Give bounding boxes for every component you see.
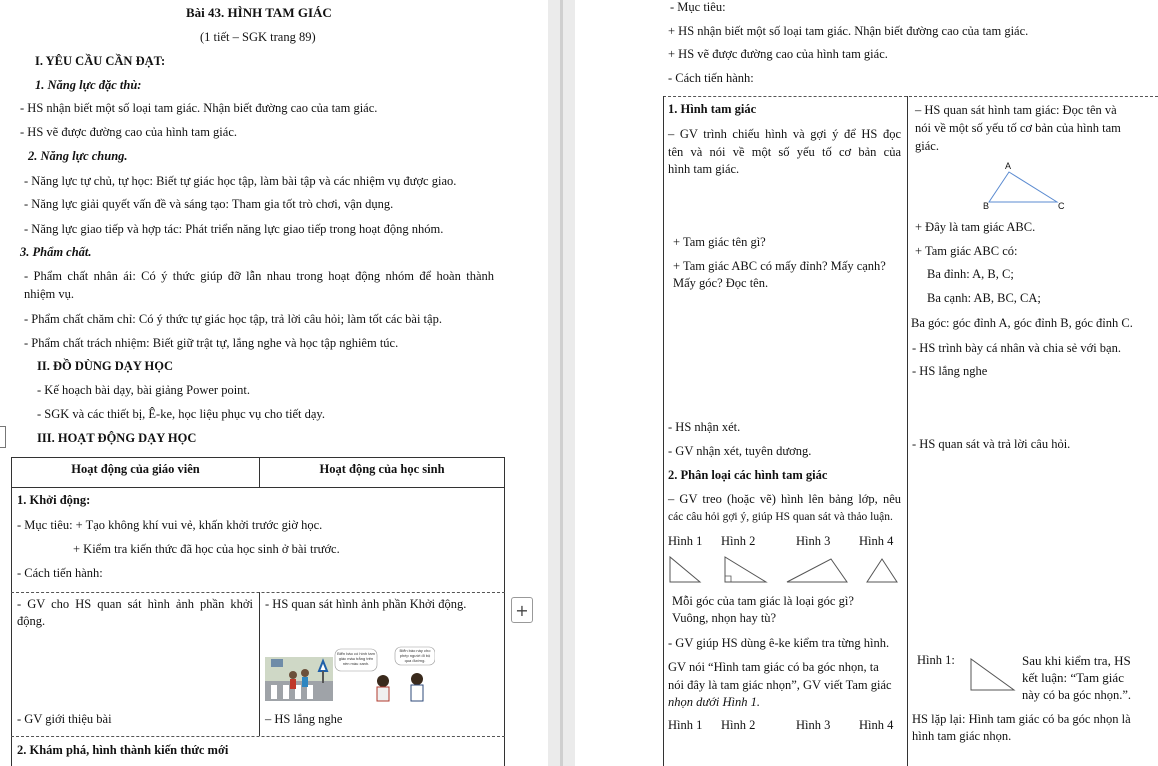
teacher-text: nhọn dưới Hình 1.: [668, 695, 760, 709]
teacher-text: GV nói “Hình tam giác có ba góc nhọn, ta: [668, 660, 879, 674]
obtuse-triangle: [787, 559, 847, 582]
text-line: - Cách tiến hành:: [668, 71, 754, 85]
margin-bracket: [0, 426, 6, 448]
text-line: - SGK và các thiết bị, Ê-ke, học liệu phục vụ cho tiết dạy.: [37, 407, 325, 421]
figure-label: Hình 4: [859, 718, 894, 732]
table-line: [11, 736, 505, 737]
student-text: - HS trình bày cá nhân và chia sẻ với bạn.: [912, 341, 1121, 355]
table-line: [259, 592, 260, 736]
student-text: Ba đỉnh: A, B, C;: [927, 267, 1014, 281]
figure-label: Hình 4: [859, 534, 894, 548]
teacher-text: các câu hỏi gợi ý, giúp HS quan sát và thảo luận.: [668, 511, 893, 523]
table-line: [907, 96, 908, 766]
table-line: [11, 487, 505, 488]
student-text: hình tam giác nhọn.: [912, 729, 1012, 743]
subheading-1: 1. Năng lực đặc thù:: [35, 78, 142, 92]
vertex-label-a: A: [1005, 161, 1012, 171]
lesson-title: Bài 43. HÌNH TAM GIÁC: [186, 5, 332, 20]
teacher-text: - HS nhận xét.: [668, 420, 741, 434]
teacher-text: hình tam giác.: [668, 162, 740, 176]
teacher-text: - GV giúp HS dùng ê-ke kiểm tra từng hình.: [668, 636, 890, 650]
table-line: [11, 592, 505, 593]
student-text: nói về một số yếu tố cơ bản của hình tam: [915, 121, 1121, 135]
text-line: + HS vẽ được đường cao của hình tam giác.: [668, 47, 888, 61]
table-line: [504, 457, 505, 766]
text-line: nhiệm vụ.: [24, 287, 74, 301]
table-cell: - Cách tiến hành:: [17, 566, 103, 580]
teacher-text: - GV nhận xét, tuyên dương.: [668, 444, 812, 458]
add-row-button[interactable]: +: [511, 597, 533, 623]
student-text: Hình 1:: [917, 653, 955, 667]
student-text: Ba cạnh: AB, BC, CA;: [927, 291, 1041, 305]
figure-label: Hình 1: [668, 534, 703, 548]
table-cell: – HS lắng nghe: [265, 712, 343, 726]
triangle-abc-figure: [985, 168, 1061, 208]
table-line: [11, 457, 505, 458]
student-text: kết luận: “Tam giác: [1022, 670, 1124, 685]
student-text: giác.: [915, 139, 939, 153]
table-cell: - HS quan sát hình ảnh phần Khởi động.: [265, 597, 467, 611]
lesson-subtitle: (1 tiết – SGK trang 89): [200, 30, 316, 44]
teacher-text: nói đây là tam giác nhọn”, GV viết Tam giác: [668, 678, 892, 692]
teacher-text: – GV treo (hoặc vẽ) hình lên bảng lớp, nêu: [668, 492, 901, 506]
teacher-text: – GV trình chiếu hình và gợi ý để HS đọc: [668, 127, 901, 141]
student-text: + Tam giác ABC có:: [915, 244, 1018, 258]
acute-triangle: [670, 557, 700, 582]
student-text: HS lặp lại: Hình tam giác có ba góc nhọn là: [912, 712, 1131, 726]
bubble-text: Biển báo có hình tam giác màu trắng trên nền màu xanh.: [337, 651, 375, 666]
teacher-text: tên và nói về một số yếu tố cơ bản của: [668, 145, 901, 159]
left-page: [0, 0, 548, 766]
figure-label: Hình 1: [668, 718, 703, 732]
table-header-teacher: Hoạt động của giáo viên: [71, 462, 200, 476]
table-cell: - Mục tiêu: + Tạo không khí vui vẻ, khấn khởi trước giờ học.: [17, 518, 323, 532]
scroll-divider[interactable]: [560, 0, 563, 766]
section-heading-3: III. HOẠT ĐỘNG DẠY HỌC: [37, 431, 197, 445]
section-heading-1: I. YÊU CẦU CẦN ĐẠT:: [35, 54, 166, 68]
student-text: Ba góc: góc đỉnh A, góc đỉnh B, góc đỉnh C.: [911, 316, 1133, 330]
student-text: - HS quan sát và trả lời câu hỏi.: [912, 437, 1071, 451]
teacher-text: + Tam giác tên gì?: [673, 235, 766, 249]
student-text: này có ba góc nhọn.”.: [1022, 688, 1131, 702]
vertex-label-b: B: [983, 201, 990, 211]
subheading: 2. Phân loại các hình tam giác: [668, 468, 828, 482]
vertex-label-c: C: [1058, 201, 1065, 211]
teacher-text: Mấy góc? Đọc tên.: [673, 276, 769, 290]
table-header-student: Hoạt động của học sinh: [319, 462, 445, 476]
figure-label: Hình 2: [721, 718, 756, 732]
text-line: - Kế hoạch bài dạy, bài giảng Power point.: [37, 383, 251, 397]
teacher-text: Vuông, nhọn hay tù?: [672, 611, 777, 625]
triangle-abc: [989, 172, 1057, 202]
subheading-3: 3. Phẩm chất.: [20, 245, 92, 259]
text-line: - HS nhận biết một số loại tam giác. Nhận biết đường cao của tam giác.: [20, 101, 378, 115]
text-line: + HS nhận biết một số loại tam giác. Nhận biết đường cao của tam giác.: [668, 24, 1029, 38]
text-line: - Năng lực giải quyết vấn đề và sáng tạo: Tham gia tốt trò chơi, vận dụng.: [24, 197, 394, 211]
bubble-text: Biển báo này cho phép người đi bộ qua đường.: [399, 648, 431, 663]
figure-label: Hình 3: [796, 718, 831, 732]
text-line: - Phẩm chất chăm chỉ: Có ý thức tự giác học tập, trả lời câu hỏi; làm tốt các bài tập.: [24, 312, 442, 326]
student-text: - HS lắng nghe: [912, 364, 988, 378]
table-cell: + Kiểm tra kiến thức đã học của học sinh ở bài trước.: [73, 542, 340, 556]
student-text: – HS quan sát hình tam giác: Đọc tên và: [915, 103, 1117, 117]
acute-triangle: [971, 659, 1014, 690]
equilateral-triangle: [867, 559, 897, 582]
text-line: - Phẩm chất nhân ái: Có ý thức giúp đỡ lẫn nhau trong hoạt động nhóm để hoàn thành: [24, 269, 494, 283]
table-line: [663, 96, 1158, 97]
table-cell: 1. Khởi động:: [17, 493, 91, 507]
table-cell: - GV giới thiệu bài: [17, 712, 112, 726]
acute-triangle-figure: [968, 656, 1016, 692]
table-line: [663, 96, 664, 766]
text-line: - Năng lực giao tiếp và hợp tác: Phát triển năng lực giao tiếp trong hoạt động nhóm.: [24, 222, 444, 236]
text-line: - Mục tiêu:: [670, 0, 726, 14]
text-line: - HS vẽ được đường cao của hình tam giác.: [20, 125, 237, 139]
student-text: + Đây là tam giác ABC.: [915, 220, 1036, 234]
table-cell: động.: [17, 614, 46, 628]
triangle-figures-row: [667, 554, 903, 586]
subheading: 1. Hình tam giác: [668, 102, 757, 116]
table-line: [11, 457, 12, 766]
student-text: Sau khi kiểm tra, HS: [1022, 653, 1131, 668]
figure-label: Hình 2: [721, 534, 756, 548]
subheading-2: 2. Năng lực chung.: [28, 149, 128, 163]
figure-label: Hình 3: [796, 534, 831, 548]
table-cell: - GV cho HS quan sát hình ảnh phần khởi: [17, 597, 253, 611]
right-page: [575, 0, 1158, 766]
teacher-text: Mỗi góc của tam giác là loại góc gì?: [672, 594, 854, 608]
text-line: - Năng lực tự chủ, tự học: Biết tự giác học tập, làm bài tập và các nhiệm vụ được giao.: [24, 174, 457, 188]
table-cell: 2. Khám phá, hình thành kiến thức mới: [17, 743, 229, 757]
section-heading-2: II. ĐỒ DÙNG DẠY HỌC: [37, 359, 173, 373]
teacher-text: + Tam giác ABC có mấy đỉnh? Mấy cạnh?: [673, 259, 886, 273]
text-line: - Phẩm chất trách nhiệm: Biết giữ trật tự, lắng nghe và học tập nghiêm túc.: [24, 336, 399, 350]
